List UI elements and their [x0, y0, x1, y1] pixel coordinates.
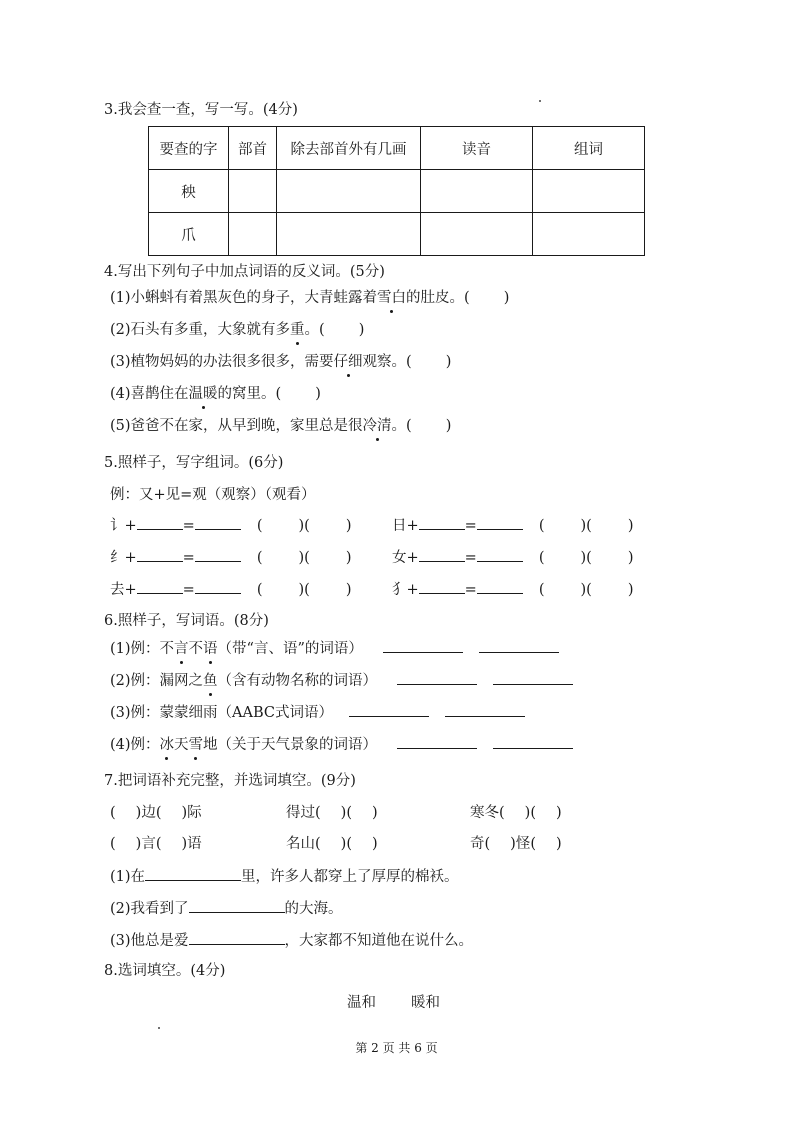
dotted-word: 温暖 — [188, 386, 218, 402]
q7-fill-3: (3)他总是爱 ，大家都不知道他在说什么。 — [110, 930, 473, 951]
q3-table — [148, 126, 645, 256]
dotted-word: 雪白 — [377, 290, 407, 306]
page-number: 第 2 页 共 6 页 — [355, 1041, 438, 1055]
table-cell-char: 爪 — [149, 213, 229, 256]
answer-blank[interactable] — [479, 638, 559, 653]
answer-blank[interactable] — [419, 579, 465, 594]
sentence-text: 观察。( — [362, 354, 412, 370]
q8-word-2: 暖和 — [411, 995, 440, 1011]
q8-title: 8.选词填空。(4分) — [104, 963, 226, 979]
q4-title: 4.写出下列句子中加点词语的反义词。(5分) — [104, 264, 385, 280]
q4-item-4: (4)喜鹊住在温暖的窝里。( ) — [110, 386, 321, 402]
answer-blank[interactable] — [137, 515, 183, 530]
dotted-word: 重 — [290, 322, 305, 338]
q4-item-2: (2)石头有多重，大象就有多重。( ) — [110, 322, 365, 338]
q7-phrase: ( )边( )际 — [110, 805, 202, 821]
q6-title: 6.照样子，写词语。(8分) — [104, 613, 269, 629]
example-word: 蒙蒙细雨 — [159, 705, 218, 721]
radical: 讠 — [110, 518, 125, 534]
sentence-text: (1)小蝌蚪有着黑灰色的身子，大青蛙露着 — [110, 290, 378, 306]
table-cell-char: 秧 — [149, 170, 229, 213]
q7-phrase: 寒冬( )( ) — [470, 805, 562, 821]
answer-blank[interactable] — [383, 638, 463, 653]
q4-item-1: (1)小蝌蚪有着黑灰色的身子，大青蛙露着雪白的肚皮。( ) — [110, 290, 510, 306]
answer-blank[interactable] — [397, 670, 477, 685]
q7-phrase: 奇( )怪( ) — [470, 836, 562, 852]
answer-blank[interactable] — [145, 866, 241, 881]
q7-title: 7.把词语补充完整，并选词填空。(9分) — [104, 773, 356, 789]
answer-blank[interactable] — [477, 547, 523, 562]
q5-row: 日+ = ( )( ) — [392, 515, 634, 536]
q7-phrase: 得过( )( ) — [286, 805, 378, 821]
answer-blank[interactable] — [477, 579, 523, 594]
q7-fill-2: (2)我看到了 的大海。 — [110, 898, 343, 919]
answer-blank[interactable] — [445, 702, 525, 717]
sentence-text: 的肚皮。( — [406, 290, 470, 306]
q3-title: 3.我会查一查，写一写。(4分) — [104, 102, 298, 118]
answer-blank[interactable] — [349, 702, 429, 717]
sentence-text: (3)植物妈妈的办法很多很多，需要 — [110, 354, 334, 370]
q6-item: (1)例：不言不语（带“言、语”的词语） — [110, 638, 559, 659]
answer-cell[interactable] — [533, 213, 645, 256]
table-header: 除去部首外有几画 — [277, 127, 421, 170]
example-word: 漏网之鱼 — [159, 673, 218, 689]
answer-blank[interactable] — [419, 515, 465, 530]
answer-blank[interactable] — [195, 547, 241, 562]
scan-speck — [158, 1027, 160, 1029]
q6-item: (3)例：蒙蒙细雨（AABC式词语） — [110, 702, 525, 723]
sentence-text: (4)喜鹊住在 — [110, 386, 189, 402]
q5-row: 去+ = ( )( ) — [110, 579, 352, 600]
sentence-text: (5)爸爸不在家，从早到晚，家里总是很 — [110, 418, 363, 434]
q5-row: 纟+ = ( )( ) — [110, 547, 352, 568]
q6-item: (2)例：漏网之鱼（含有动物名称的词语） — [110, 670, 573, 691]
answer-cell[interactable] — [421, 170, 533, 213]
dotted-word: 冷清 — [362, 418, 392, 434]
q8-word-1: 温和 — [347, 995, 376, 1011]
radical: 犭 — [392, 582, 407, 598]
answer-blank[interactable] — [419, 547, 465, 562]
q5-row: 女+ = ( )( ) — [392, 547, 634, 568]
answer-cell[interactable] — [277, 213, 421, 256]
q5-title: 5.照样子，写字组词。(6分) — [104, 455, 284, 471]
answer-blank[interactable] — [493, 734, 573, 749]
answer-blank[interactable] — [137, 547, 183, 562]
answer-blank[interactable] — [195, 579, 241, 594]
answer-blank[interactable] — [493, 670, 573, 685]
example-word: 不言不语 — [159, 641, 218, 657]
radical: 女 — [392, 550, 407, 566]
answer-cell[interactable] — [533, 170, 645, 213]
q7-phrase: 名山( )( ) — [286, 836, 378, 852]
sentence-text: 。( — [391, 418, 412, 434]
q5-row: 讠+ = ( )( ) — [110, 515, 352, 536]
answer-blank[interactable] — [397, 734, 477, 749]
table-row — [149, 213, 645, 256]
q6-item: (4)例：冰天雪地（关于天气景象的词语） — [110, 734, 573, 755]
q4-item-3: (3)植物妈妈的办法很多很多，需要仔细观察。( ) — [110, 354, 452, 370]
answer-blank[interactable] — [477, 515, 523, 530]
answer-cell[interactable] — [421, 213, 533, 256]
radical: 去 — [110, 582, 125, 598]
answer-cell[interactable] — [229, 213, 277, 256]
answer-cell[interactable] — [277, 170, 421, 213]
sentence-text: 。( — [304, 322, 325, 338]
table-row — [149, 170, 645, 213]
q5-row: 犭+ = ( )( ) — [392, 579, 634, 600]
sentence-text: 的窝里。( — [217, 386, 282, 402]
q7-fill-1: (1)在 里，许多人都穿上了厚厚的棉袄。 — [110, 866, 459, 887]
sentence-text: (2)石头有多重，大象就有多 — [110, 322, 291, 338]
answer-blank[interactable] — [189, 898, 285, 913]
q5-example: 例：又+见=观（观察）（观看） — [110, 487, 316, 503]
q4-item-5: (5)爸爸不在家，从早到晚，家里总是很冷清。( ) — [110, 418, 452, 434]
table-header: 读音 — [421, 127, 533, 170]
radical: 纟 — [110, 550, 125, 566]
q7-phrase: ( )言( )语 — [110, 836, 202, 852]
answer-blank[interactable] — [189, 930, 285, 945]
table-row — [149, 127, 645, 170]
scan-speck — [539, 100, 541, 102]
radical: 日 — [392, 518, 407, 534]
example-word: 冰天雪地 — [159, 737, 218, 753]
table-header: 组词 — [533, 127, 645, 170]
table-header: 要查的字 — [149, 127, 229, 170]
table-header: 部首 — [229, 127, 277, 170]
answer-blank[interactable] — [195, 515, 241, 530]
answer-cell[interactable] — [229, 170, 277, 213]
dotted-word: 仔细 — [333, 354, 363, 370]
answer-blank[interactable] — [137, 579, 183, 594]
